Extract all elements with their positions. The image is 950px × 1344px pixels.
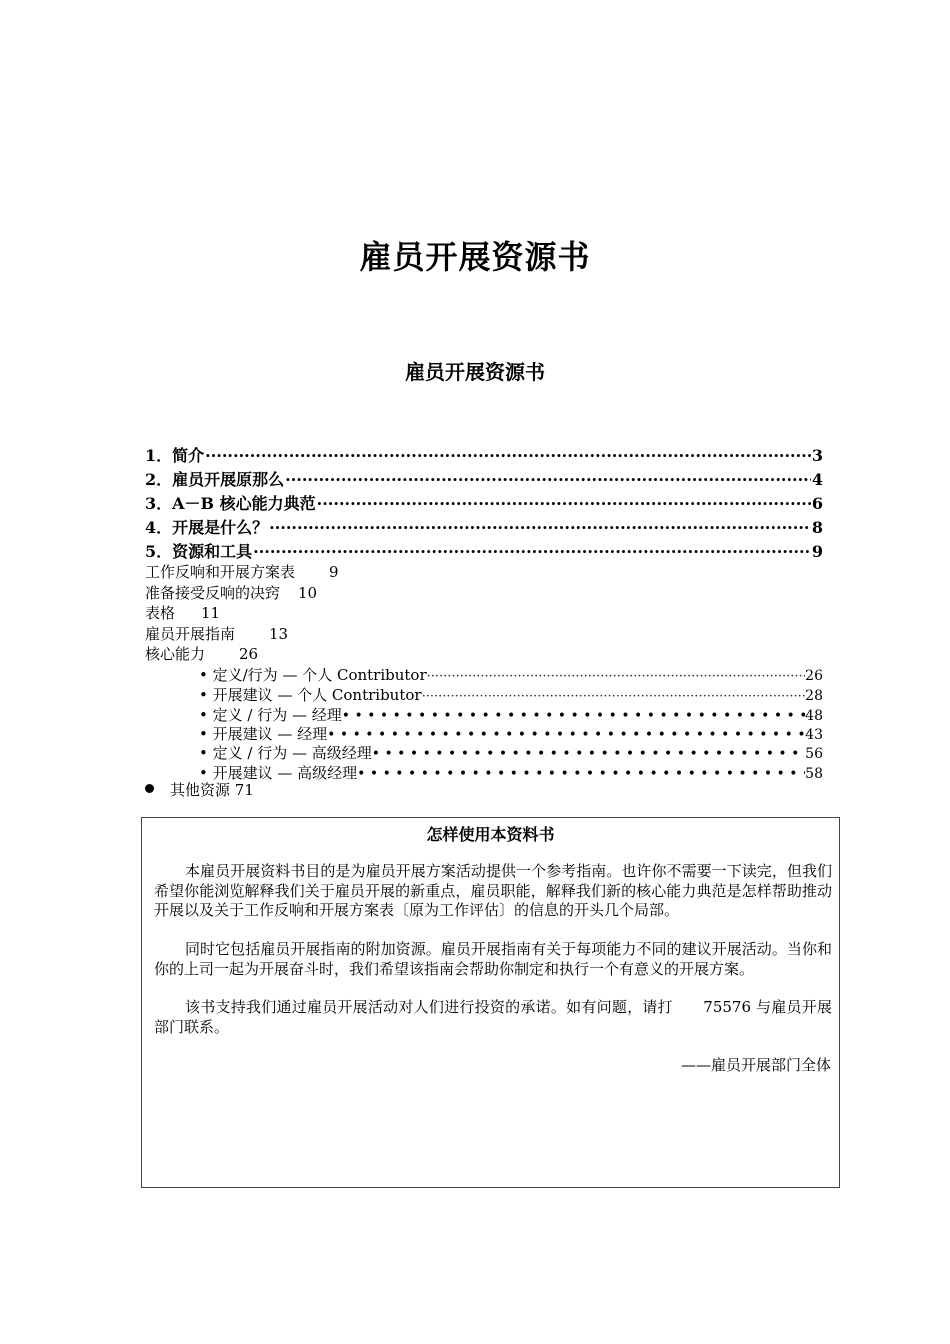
box-paragraph: 该书支持我们通过雇员开展活动对人们进行投资的承诺。如有问题，请打 75576 与雇员开展部门联系。	[154, 998, 832, 1036]
box-paragraph: 本雇员开展资料书目的是为雇员开展方案活动提供一个参考指南。也许你不需要一下读完，但我们希望你能浏览解释我们关于雇员开展的新重点，雇员职能，解释我们新的核心能力典范是怎样帮助推动开展以及关于工作反响和开展方案表〔原为工作评估〕的信息的开头几个局部。	[154, 862, 832, 919]
toc-entry-label: 准备接受反响的决窍	[145, 584, 281, 602]
toc-entry-label: 核心能力	[145, 645, 206, 663]
toc-entry-page: 58	[805, 766, 823, 782]
toc-leader	[342, 706, 805, 724]
toc-entry[interactable]	[145, 515, 823, 539]
toc-sub-entry[interactable]	[199, 723, 823, 743]
toc-entry-label: • 开展建议 — 个人 Contributor	[199, 686, 422, 704]
toc-entry[interactable]	[145, 443, 823, 467]
toc-plain-entry[interactable]	[145, 643, 258, 664]
toc-entry-label: • 定义 / 行为 — 高级经理	[199, 744, 372, 762]
toc-entry-label: 5．资源和工具	[145, 542, 253, 561]
toc-entry-label: 2．雇员开展原那么	[145, 470, 285, 489]
toc-leader	[422, 686, 806, 704]
box-signature: ——雇员开展部门全体	[680, 1056, 831, 1074]
toc-entry-label: • 开展建议 — 高级经理	[199, 764, 358, 782]
toc-entry-label: • 开展建议 — 经理	[199, 725, 328, 743]
toc-sub-entry[interactable]	[199, 742, 823, 762]
toc-entry[interactable]	[145, 491, 823, 515]
toc-plain-entry[interactable]	[145, 623, 288, 644]
toc-entry-label: 雇员开展指南	[145, 625, 236, 643]
toc-entry-page: 6	[811, 494, 823, 513]
toc-leader	[317, 494, 811, 513]
bullet-icon	[145, 784, 154, 793]
toc-entry-page: 13	[269, 625, 289, 643]
toc-entry-label: 4．开展是什么？	[145, 518, 269, 537]
toc-entry-page: 26	[805, 668, 823, 684]
toc-entry[interactable]	[145, 539, 823, 563]
toc-leader	[253, 542, 811, 561]
toc-entry-label: 1．简介	[145, 446, 205, 465]
document-title: 雇员开展资源书	[359, 238, 591, 276]
document-subtitle: 雇员开展资源书	[405, 360, 545, 384]
toc-plain-entry[interactable]	[145, 602, 220, 623]
toc-sub-entry[interactable]	[199, 762, 823, 782]
toc-entry-page: 56	[805, 746, 823, 762]
toc-leader	[205, 446, 811, 465]
toc-entry-page: 9	[329, 563, 339, 581]
toc-leader	[327, 725, 805, 743]
usage-info-box	[141, 817, 840, 1188]
toc-leader	[372, 744, 805, 762]
toc-sub-entry[interactable]	[199, 684, 823, 704]
toc-entry-page: 10	[298, 584, 318, 602]
toc-entry-page: 4	[811, 470, 823, 489]
toc-sub-entry[interactable]	[199, 664, 823, 684]
toc-entry-label: 3．A－B 核心能力典范	[145, 494, 316, 513]
toc-leader	[357, 764, 805, 782]
toc-entry-page: 48	[805, 708, 823, 724]
toc-sub-entry[interactable]	[199, 704, 823, 724]
toc-entry-page: 9	[811, 542, 823, 561]
toc-leader	[269, 518, 811, 537]
toc-entry-label: 表格	[145, 604, 176, 622]
toc-other-entry[interactable]	[145, 779, 254, 800]
toc-entry-page: 28	[805, 688, 823, 704]
toc-leader	[427, 666, 806, 684]
toc-entry-label: 其他资源	[170, 781, 231, 799]
toc-entry-page: 43	[805, 727, 823, 743]
toc-entry-page: 3	[811, 446, 823, 465]
toc-entry-page: 71	[234, 781, 254, 799]
toc-entry-label: 工作反响和开展方案表	[145, 563, 296, 581]
toc-entry-page: 26	[239, 645, 259, 663]
toc-plain-entry[interactable]	[145, 582, 317, 603]
toc-entry-label: • 定义 / 行为 — 经理	[199, 706, 342, 724]
toc-entry[interactable]	[145, 467, 823, 491]
toc-entry-page: 8	[811, 518, 823, 537]
box-paragraph: 同时它包括雇员开展指南的附加资源。雇员开展指南有关于每项能力不同的建议开展活动。当你和你的上司一起为开展奋斗时，我们希望该指南会帮助你制定和执行一个有意义的开展方案。	[154, 940, 832, 978]
toc-plain-entry[interactable]	[145, 561, 339, 582]
toc-leader	[285, 470, 811, 489]
toc-entry-label: • 定义/行为 — 个人 Contributor	[199, 666, 427, 684]
toc-entry-page: 11	[201, 604, 221, 622]
box-title: 怎样使用本资料书	[426, 825, 555, 844]
